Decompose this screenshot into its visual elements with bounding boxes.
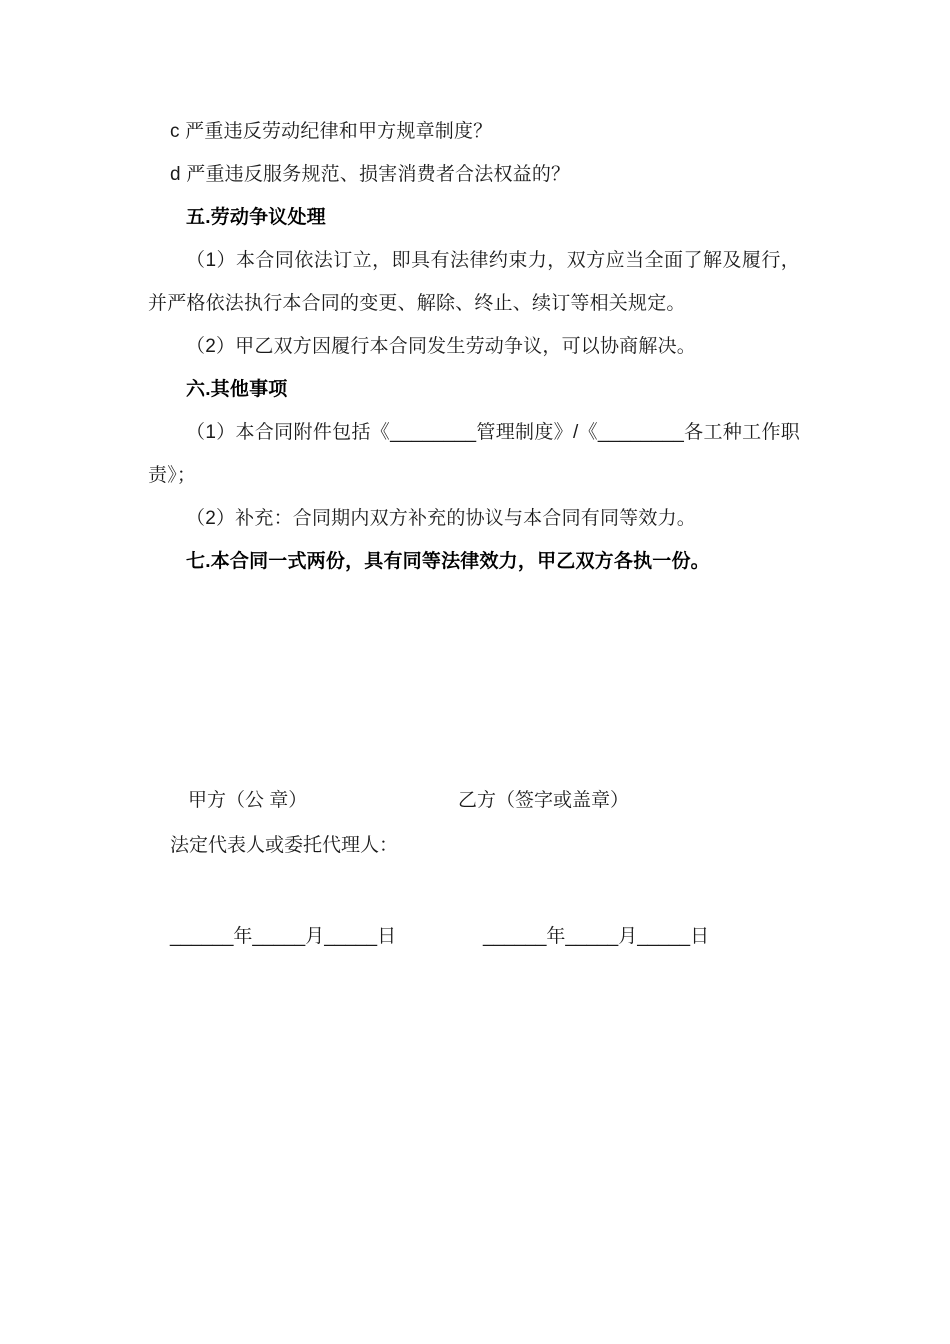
section-heading-five: 五.劳动争议处理 xyxy=(186,207,326,228)
party-a-date-line: ______年_____月_____日 xyxy=(170,926,397,947)
section-heading-seven: 七.本合同一式两份，具有同等法律效力，甲乙双方各执一份。 xyxy=(186,551,710,572)
party-a-label: 甲方（公 章） xyxy=(188,790,308,811)
section-six-item-1: （1）本合同附件包括《________管理制度》/《________各工种工作职责》； xyxy=(148,422,800,486)
clause-c: c 严重违反劳动纪律和甲方规章制度？ xyxy=(170,121,493,142)
section-six-item-2: （2）补充：合同期内双方补充的协议与本合同有同等效力。 xyxy=(186,508,696,529)
signature-date-row xyxy=(148,915,800,958)
party-b-date-line: ______年_____月_____日 xyxy=(483,926,710,947)
signature-parties-row xyxy=(148,779,800,822)
section-heading-six: 六.其他事项 xyxy=(186,379,288,400)
legal-representative-label: 法定代表人或委托代理人： xyxy=(170,835,399,856)
clause-d: d 严重违反服务规范、损害消费者合法权益的？ xyxy=(170,164,571,185)
section-five-item-2: （2）甲乙双方因履行本合同发生劳动争议，可以协商解决。 xyxy=(186,336,696,357)
signature-block xyxy=(148,779,800,958)
section-five-item-1: （1）本合同依法订立，即具有法律约束力，双方应当全面了解及履行，并严格依法执行本合同的变更、解除、终止、续订等相关规定。 xyxy=(148,250,800,314)
party-b-label: 乙方（签字或盖章） xyxy=(458,790,630,811)
